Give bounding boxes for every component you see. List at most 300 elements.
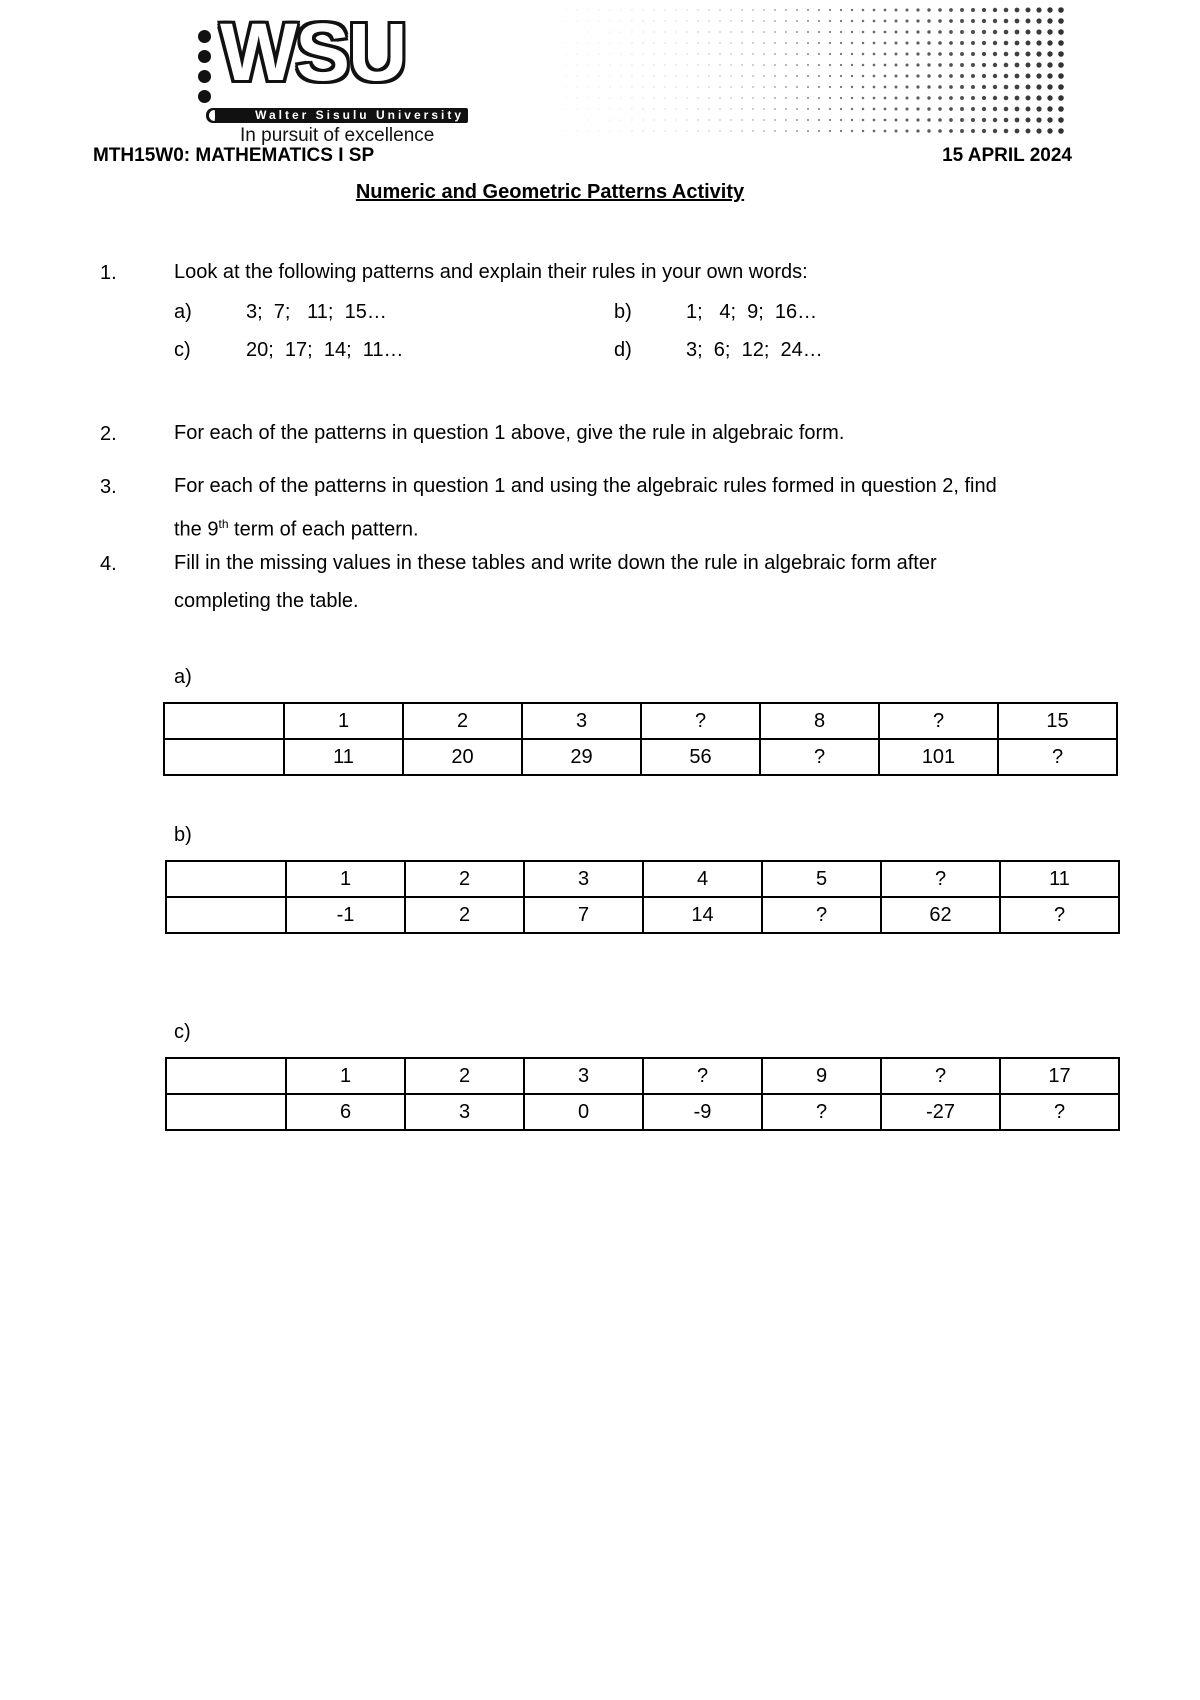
halftone-dot (654, 120, 655, 121)
halftone-dot (960, 8, 964, 12)
halftone-dot (577, 87, 578, 88)
halftone-dot (884, 86, 887, 89)
halftone-dot (938, 41, 942, 45)
halftone-dot (741, 130, 742, 131)
halftone-dot (938, 63, 942, 67)
halftone-dot (708, 53, 709, 54)
halftone-dot (675, 97, 676, 98)
halftone-dot (730, 20, 731, 21)
halftone-dot (599, 54, 600, 55)
halftone-dot (949, 96, 953, 100)
halftone-dot (829, 31, 831, 33)
halftone-dot (588, 109, 589, 110)
halftone-dot (588, 43, 589, 44)
halftone-dot (752, 31, 753, 32)
halftone-dot (818, 42, 820, 44)
halftone-dot (938, 107, 942, 111)
halftone-dot (905, 96, 908, 99)
halftone-dot (949, 41, 953, 45)
halftone-dot (796, 42, 798, 44)
halftone-dot (960, 107, 964, 111)
table-row (166, 897, 1119, 933)
halftone-dot (708, 97, 709, 98)
halftone-dot (884, 64, 887, 67)
halftone-dot (665, 109, 666, 110)
halftone-dot (916, 30, 919, 33)
question-2-text: For each of the patterns in question 1 above, give the rule in algebraic form. (174, 422, 845, 444)
halftone-dot (1004, 41, 1009, 46)
halftone-dot (840, 108, 842, 110)
halftone-dot (697, 53, 698, 54)
halftone-dot (675, 75, 676, 76)
halftone-dot (949, 52, 953, 56)
table-row (164, 703, 1117, 739)
halftone-dot (632, 10, 633, 11)
halftone-dot (807, 64, 809, 66)
table-cell: 2 (403, 703, 522, 739)
halftone-dot (708, 20, 709, 21)
halftone-dot (862, 20, 865, 23)
halftone-dot (621, 32, 622, 33)
halftone-dot (1047, 29, 1052, 34)
halftone-dot (807, 108, 809, 110)
halftone-dot (1026, 96, 1031, 101)
halftone-dot (730, 31, 731, 32)
halftone-dot (1058, 29, 1064, 35)
halftone-dot (1004, 8, 1009, 13)
halftone-dot (643, 21, 644, 22)
halftone-dot (818, 86, 820, 88)
halftone-dot (730, 64, 731, 65)
halftone-dot (621, 120, 622, 121)
halftone-dot (654, 109, 655, 110)
question-4-number: 4. (100, 553, 117, 575)
halftone-dot (960, 41, 964, 45)
halftone-dot (643, 131, 644, 132)
halftone-dot (895, 97, 898, 100)
halftone-dot (566, 120, 567, 121)
halftone-dot (851, 75, 853, 77)
halftone-dot (895, 86, 898, 89)
halftone-dot (785, 119, 787, 121)
halftone-dot (599, 43, 600, 44)
halftone-dot (862, 42, 865, 45)
halftone-dot (982, 8, 986, 12)
halftone-dot (796, 86, 798, 88)
halftone-dot (785, 130, 787, 132)
halftone-dot (1036, 62, 1041, 67)
halftone-dot (643, 120, 644, 121)
halftone-dot (654, 131, 655, 132)
table-cell: 29 (522, 739, 641, 775)
halftone-dot (895, 130, 898, 133)
halftone-dot (916, 107, 919, 110)
halftone-dot (741, 86, 742, 87)
halftone-dot (818, 108, 820, 110)
halftone-dot (884, 53, 887, 56)
halftone-dot (741, 9, 742, 10)
halftone-dot (807, 42, 809, 44)
halftone-dot (1004, 74, 1009, 79)
table-cell: 15 (998, 703, 1117, 739)
halftone-dot (752, 130, 753, 131)
halftone-dot (884, 31, 887, 34)
halftone-dot (730, 9, 731, 10)
halftone-dot (643, 43, 644, 44)
halftone-dot (708, 31, 709, 32)
pattern-b-value: 1; 4; 9; 16… (686, 301, 818, 323)
halftone-dot (599, 120, 600, 121)
halftone-dot (873, 31, 876, 34)
halftone-dot (588, 76, 589, 77)
halftone-dot (873, 108, 876, 111)
halftone-dot (818, 75, 820, 77)
halftone-dot (884, 119, 887, 122)
halftone-dot (763, 42, 765, 44)
halftone-dot (697, 130, 698, 131)
halftone-dot (675, 108, 676, 109)
halftone-dot (960, 63, 964, 67)
halftone-dot (774, 53, 776, 55)
question-3-line-2 (174, 505, 1104, 549)
halftone-dot (818, 53, 820, 55)
halftone-dot (895, 119, 898, 122)
halftone-dot (752, 119, 753, 120)
halftone-dot (643, 32, 644, 33)
question-3-number: 3. (100, 476, 117, 498)
halftone-dot (665, 120, 666, 121)
halftone-dot (675, 20, 676, 21)
halftone-dot (1058, 84, 1064, 90)
halftone-dot (807, 97, 809, 99)
halftone-dot (862, 130, 865, 133)
halftone-dot (719, 20, 720, 21)
halftone-dot (993, 30, 997, 34)
half-circle-icon (209, 110, 220, 121)
halftone-dot (851, 130, 853, 132)
table-cell: 6 (286, 1094, 405, 1130)
halftone-dot (610, 120, 611, 121)
halftone-dot (949, 107, 953, 111)
halftone-dot (719, 97, 720, 98)
halftone-dot (829, 42, 831, 44)
halftone-dot (796, 20, 798, 22)
halftone-dot (566, 131, 567, 132)
halftone-dot (1036, 106, 1041, 111)
halftone-dot (654, 65, 655, 66)
halftone-dot (785, 42, 787, 44)
halftone-dot (862, 31, 865, 34)
halftone-dot (960, 85, 964, 89)
halftone-dot (840, 119, 842, 121)
table-cell: ? (1000, 1094, 1119, 1130)
halftone-dot (895, 108, 898, 111)
halftone-dot (840, 130, 842, 132)
table-cell: 5 (762, 861, 881, 897)
halftone-dot (916, 129, 919, 132)
table-cell: 11 (284, 739, 403, 775)
halftone-dot (632, 98, 633, 99)
halftone-dot (588, 10, 589, 11)
halftone-dot (730, 97, 731, 98)
table-cell: 1 (286, 861, 405, 897)
halftone-dot (643, 65, 644, 66)
halftone-dot (730, 53, 731, 54)
halftone-dot (960, 30, 964, 34)
halftone-dot (610, 54, 611, 55)
halftone-dot (686, 42, 687, 43)
halftone-dot (927, 74, 930, 77)
halftone-dot (741, 42, 742, 43)
table-cell: 101 (879, 739, 998, 775)
halftone-dot (818, 31, 820, 33)
halftone-dot (588, 131, 589, 132)
question-4-line-2: completing the table. (174, 590, 359, 612)
halftone-dot (577, 10, 578, 11)
halftone-dot (774, 20, 776, 22)
halftone-dot (599, 21, 600, 22)
halftone-dot (577, 54, 578, 55)
halftone-dot (982, 19, 986, 23)
halftone-dot (610, 10, 611, 11)
halftone-dot (577, 98, 578, 99)
halftone-dot (905, 8, 908, 11)
halftone-dot (862, 9, 865, 12)
halftone-dot (927, 63, 930, 66)
halftone-dot (796, 97, 798, 99)
halftone-dot (982, 74, 986, 78)
halftone-dot (632, 76, 633, 77)
halftone-dot (697, 119, 698, 120)
halftone-dot (610, 65, 611, 66)
table-cell: 17 (1000, 1058, 1119, 1094)
pattern-c-label: c) (174, 339, 191, 361)
halftone-dot (829, 75, 831, 77)
halftone-dot (774, 108, 776, 110)
halftone-dot (577, 76, 578, 77)
halftone-dot (621, 131, 622, 132)
table-cell: 2 (405, 897, 524, 933)
halftone-dot (1004, 129, 1009, 134)
halftone-dot (960, 129, 964, 133)
halftone-dot (675, 53, 676, 54)
table-cell (166, 1058, 286, 1094)
halftone-dot (730, 86, 731, 87)
halftone-dot (971, 30, 975, 34)
halftone-dot (752, 97, 753, 98)
halftone-dot (982, 129, 986, 133)
halftone-dot (1036, 7, 1041, 12)
halftone-dot (610, 76, 611, 77)
halftone-dot (982, 96, 986, 100)
halftone-dot (632, 109, 633, 110)
halftone-dot (566, 98, 567, 99)
halftone-dot (873, 20, 876, 23)
halftone-dot (905, 118, 908, 121)
halftone-dot (719, 108, 720, 109)
table-a-label: a) (174, 666, 192, 688)
table-cell: ? (760, 739, 879, 775)
halftone-dot (960, 74, 964, 78)
halftone-dot (665, 76, 666, 77)
halftone-dot (774, 31, 776, 33)
halftone-dot (697, 97, 698, 98)
halftone-dot (971, 19, 975, 23)
halftone-dot (818, 119, 820, 121)
halftone-dot (697, 20, 698, 21)
halftone-dot (807, 9, 809, 11)
halftone-dot (686, 97, 687, 98)
halftone-dot (927, 107, 930, 110)
halftone-dot (829, 130, 831, 132)
halftone-dot (884, 42, 887, 45)
halftone-dot (982, 85, 986, 89)
halftone-dot (1026, 129, 1031, 134)
halftone-dot (774, 130, 776, 132)
halftone-dot (708, 130, 709, 131)
halftone-dot (993, 85, 997, 89)
halftone-dot (719, 42, 720, 43)
table-cell: ? (881, 861, 1000, 897)
halftone-dot (1004, 85, 1009, 90)
halftone-dot (654, 87, 655, 88)
halftone-dot (1058, 117, 1064, 123)
halftone-dot (763, 31, 765, 33)
table-cell: 14 (643, 897, 762, 933)
halftone-dot (873, 9, 876, 12)
halftone-dot (763, 64, 765, 66)
halftone-dot (1047, 106, 1052, 111)
question-1-number: 1. (100, 262, 117, 284)
halftone-dot (599, 32, 600, 33)
halftone-dot (588, 98, 589, 99)
halftone-dot (829, 97, 831, 99)
question-4-line-1: Fill in the missing values in these tables and write down the rule in algebraic form after (174, 552, 937, 574)
halftone-dot (895, 53, 898, 56)
halftone-dot (610, 21, 611, 22)
table-cell: 3 (522, 703, 641, 739)
halftone-dot (632, 54, 633, 55)
halftone-dot (577, 32, 578, 33)
table-cell: ? (881, 1058, 1000, 1094)
halftone-dot (1026, 63, 1031, 68)
halftone-dot (884, 75, 887, 78)
halftone-dot (566, 54, 567, 55)
halftone-dot (774, 42, 776, 44)
table-b-label: b) (174, 824, 192, 846)
halftone-dot (719, 86, 720, 87)
halftone-dot (1047, 117, 1052, 122)
halftone-dot (610, 98, 611, 99)
halftone-dot (884, 97, 887, 100)
halftone-dot (752, 20, 753, 21)
halftone-dot (807, 53, 809, 55)
halftone-dot (993, 19, 997, 23)
halftone-dot (588, 120, 589, 121)
halftone-dot (840, 75, 842, 77)
halftone-dot (1058, 40, 1064, 46)
table-cell: -9 (643, 1094, 762, 1130)
halftone-dot (588, 21, 589, 22)
halftone-dot (949, 30, 953, 34)
halftone-dot (1015, 63, 1020, 68)
table-cell: 20 (403, 739, 522, 775)
halftone-dot (665, 65, 666, 66)
halftone-dot (840, 9, 842, 11)
halftone-dot (785, 97, 787, 99)
table-cell: ? (998, 739, 1117, 775)
course-code: MTH15W0: MATHEMATICS I SP (93, 145, 375, 166)
question-2-number: 2. (100, 423, 117, 445)
halftone-dot (697, 108, 698, 109)
halftone-dot (686, 64, 687, 65)
halftone-dot (1026, 52, 1031, 57)
halftone-dot (708, 64, 709, 65)
halftone-dot (632, 131, 633, 132)
halftone-dot (949, 129, 953, 133)
halftone-dot (960, 52, 964, 56)
halftone-dot (905, 129, 908, 132)
question-3-line-2-end: term of each pattern. (228, 518, 419, 541)
halftone-dot (1004, 19, 1009, 24)
halftone-dot (993, 107, 997, 111)
halftone-dot (654, 21, 655, 22)
table-cell: ? (762, 897, 881, 933)
halftone-dot (873, 64, 876, 67)
halftone-dot (796, 75, 798, 77)
halftone-dot (708, 75, 709, 76)
halftone-dot (730, 108, 731, 109)
halftone-dot (851, 53, 853, 55)
halftone-dot (916, 63, 919, 66)
halftone-dot (862, 53, 865, 56)
halftone-dot (763, 75, 765, 77)
pattern-a-value: 3; 7; 11; 15… (246, 301, 387, 323)
halftone-dot (719, 9, 720, 10)
table-cell: ? (641, 703, 760, 739)
halftone-dot (697, 42, 698, 43)
table-c-label: c) (174, 1021, 191, 1043)
halftone-dot (719, 130, 720, 131)
table-cell (164, 703, 284, 739)
question-1-text: Look at the following patterns and explain their rules in your own words: (174, 261, 808, 283)
halftone-dot (851, 9, 853, 11)
halftone-dot (851, 86, 853, 88)
halftone-dot (895, 9, 898, 12)
halftone-dot (982, 107, 986, 111)
halftone-dot (938, 85, 942, 89)
halftone-dot (927, 19, 930, 22)
halftone-dot (927, 8, 930, 11)
halftone-dot (1058, 62, 1064, 68)
halftone-dot (1004, 63, 1009, 68)
halftone-dot (971, 74, 975, 78)
halftone-dot (621, 21, 622, 22)
logo-mark: WSU (220, 7, 406, 98)
halftone-dot (577, 21, 578, 22)
halftone-dot (1004, 96, 1009, 101)
halftone-dot (873, 97, 876, 100)
table-cell: 56 (641, 739, 760, 775)
halftone-dot (1047, 18, 1052, 23)
halftone-dot (577, 65, 578, 66)
halftone-dot (1015, 118, 1020, 123)
halftone-dot (873, 86, 876, 89)
halftone-dot (675, 64, 676, 65)
halftone-dot (905, 85, 908, 88)
halftone-dot (741, 97, 742, 98)
halftone-dot (938, 118, 942, 122)
